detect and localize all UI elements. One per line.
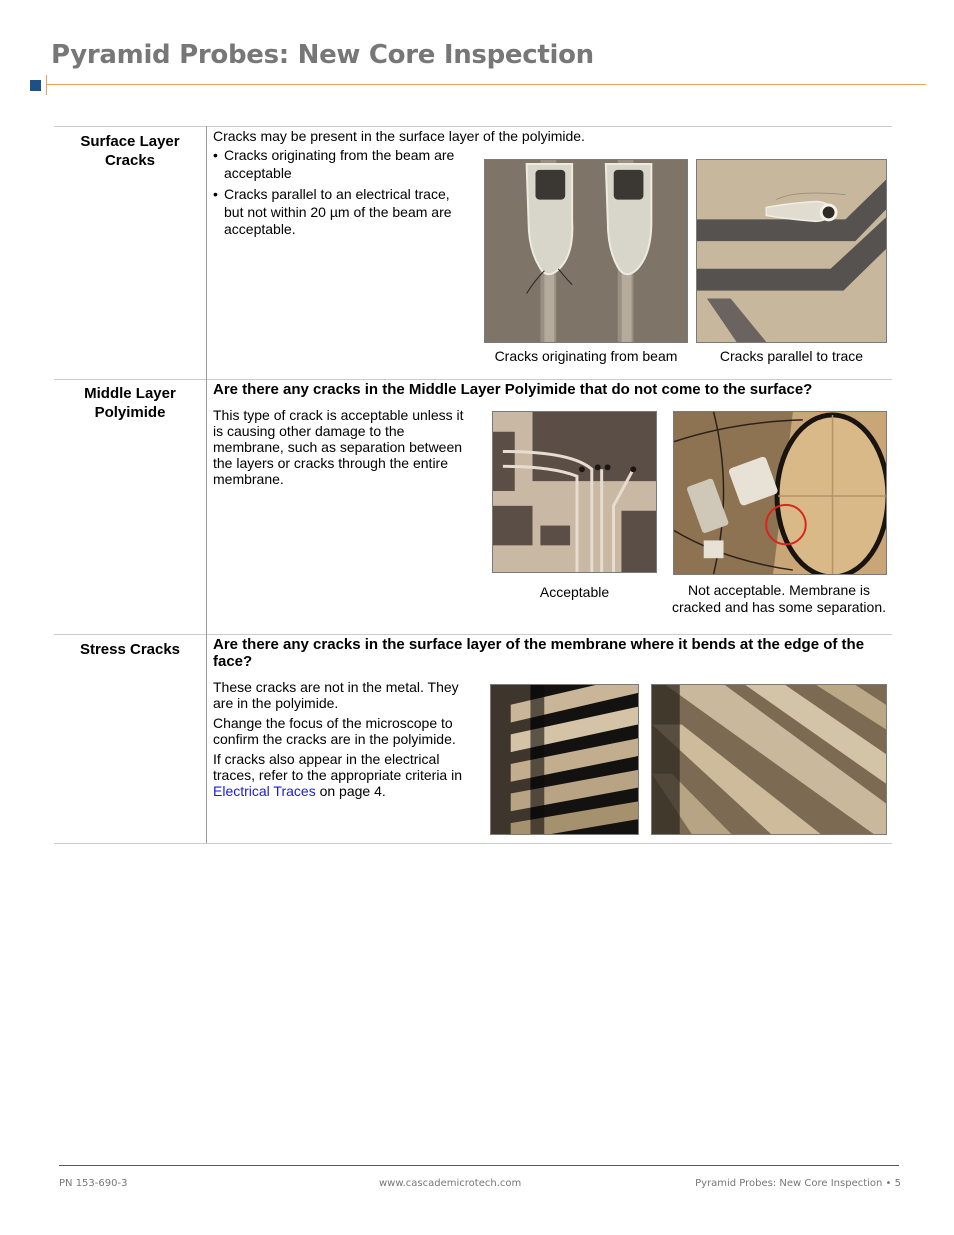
reference-text: on page 4. (315, 783, 386, 799)
footer-part-number: PN 153-690-3 (59, 1178, 128, 1189)
photo-cracks-parallel-to-trace (696, 159, 887, 343)
footer-website: www.cascademicrotech.com (379, 1178, 522, 1189)
column-divider (206, 126, 207, 843)
photo-caption: Acceptable (539, 584, 610, 600)
bullet-item: • Cracks originating from the beam are acceptable (213, 147, 471, 182)
photo-stress-cracks-right (651, 684, 887, 835)
row-question: Are there any cracks in the Middle Layer Polyimide that do not come to the surface? (213, 381, 813, 398)
page-title: Pyramid Probes: New Core Inspection (51, 40, 594, 70)
footer-rule (59, 1165, 899, 1166)
photo-caption: Not acceptable. Membrane is cracked and has some separation. (671, 582, 886, 615)
photo-not-acceptable (673, 411, 887, 575)
row-paragraph: Change the focus of the microscope to confirm the cracks are in the polyimide. (213, 715, 456, 747)
row-label-line: Stress Cracks (79, 641, 181, 658)
row-label-line: Surface Layer (80, 133, 180, 150)
row-question: Are there any cracks in the surface layer of the membrane where it bends at the edge of the face? (213, 636, 865, 670)
bullet-item: • Cracks parallel to an electrical trace, but not within 20 µm of the beam are acceptable. (213, 186, 471, 239)
footer-page-label: Pyramid Probes: New Core Inspection • 5 (695, 1178, 901, 1189)
table-bottom-rule (54, 843, 892, 844)
row-intro-text: Cracks may be present in the surface layer of the polyimide. (213, 128, 585, 144)
title-rule (46, 84, 926, 85)
row-label-stress-cracks (54, 640, 206, 659)
row-label-surface-layer-cracks (54, 132, 206, 170)
row-label-line: Polyimide (94, 404, 166, 421)
electrical-traces-link[interactable]: Electrical Traces (213, 783, 316, 799)
row-divider (54, 379, 892, 380)
table-top-rule (54, 126, 892, 127)
brand-square-icon (30, 80, 41, 91)
row-reference-paragraph (213, 751, 475, 799)
photo-caption: Cracks parallel to trace (719, 348, 864, 364)
row-label-line: Cracks (104, 152, 156, 169)
row-body-text: This type of crack is acceptable unless it is causing other damage to the membrane, such as separation between the layers or cracks through the entire membrane. (213, 407, 464, 487)
photo-stress-cracks-left (490, 684, 639, 835)
row-label-line: Middle Layer (84, 385, 176, 402)
inspection-table (54, 126, 892, 844)
row-label-middle-layer-polyimide (54, 384, 206, 422)
title-rule-tick (46, 75, 47, 95)
photo-cracks-from-beam (484, 159, 688, 343)
reference-text: If cracks also appear in the electrical traces, refer to the appropriate criteria in (213, 751, 463, 783)
row-paragraph: These cracks are not in the metal. They are in the polyimide. (213, 679, 459, 711)
photo-caption: Cracks originating from beam (494, 348, 678, 364)
row-divider (54, 634, 892, 635)
photo-acceptable (492, 411, 657, 573)
